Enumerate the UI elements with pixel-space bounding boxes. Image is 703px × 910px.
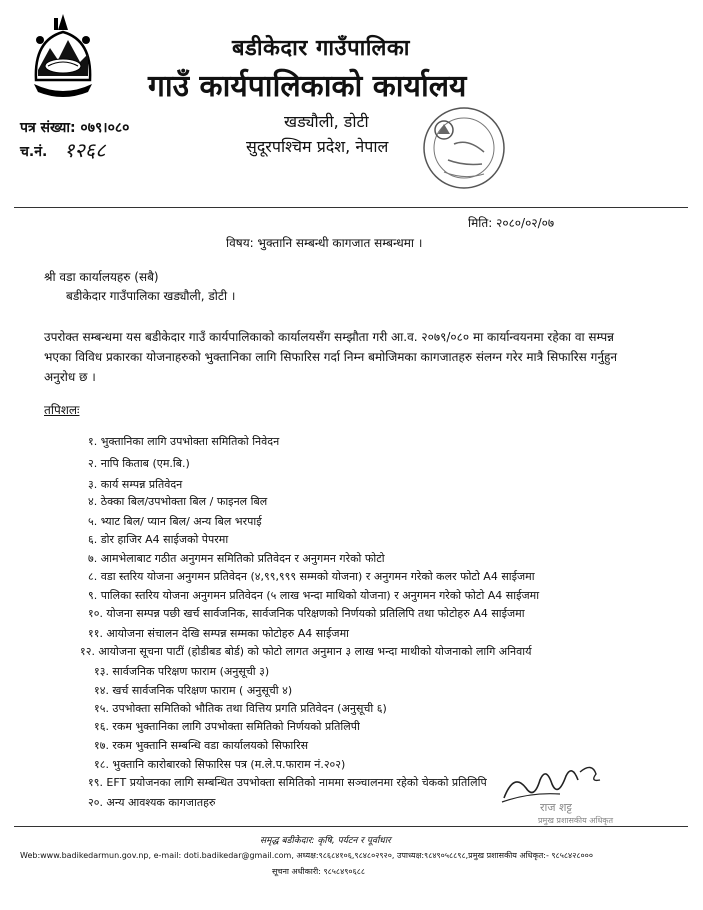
list-item: १२. आयोजना सूचना पाटीं (होडीबड बोर्ड) को फोटो लागत अनुमान ३ लाख भन्दा माथीको योजनाको लागि अनिवार्य	[80, 645, 532, 658]
letter-number: पत्र संख्या: ०७९।०८०	[20, 120, 130, 136]
list-item: १. भुक्तानिका लागि उपभोक्ता समितिको निवेदन	[88, 435, 280, 448]
list-item: २०. अन्य आवश्यक कागजातहरु	[88, 796, 216, 809]
list-item: ४. ठेक्का बिल/उपभोक्ता बिल / फाइनल बिल	[88, 495, 268, 508]
addressee-line-1: श्री वडा कार्यालयहरु (सबै)	[44, 270, 159, 284]
dispatch-number-label: च.नं.	[20, 144, 48, 160]
list-item: १०. योजना सम्पन्न पछी खर्च सार्वजनिक, सार्वजनिक परिक्षणको निर्णयको प्रतिलिपि तथा फोटोहरु A4 साईजमा	[88, 607, 525, 620]
list-item: ११. आयोजना संचालन देखि सम्पन्न सम्मका फोटोहरु A4 साईजमा	[88, 627, 350, 640]
list-item: १३. सार्वजनिक परिक्षण फाराम (अनुसूची ३)	[94, 665, 270, 678]
list-heading: तपिशलः	[44, 403, 80, 417]
footer-info-officer: सूचना अधीकारी: ९८५८४९०६८८	[272, 867, 366, 876]
list-item: ६. डोर हाजिर A4 साईजको पेपरमा	[88, 533, 229, 546]
nepal-emblem-icon	[24, 10, 102, 100]
list-item: १४. खर्च सार्वजनिक परिक्षण फाराम ( अनुसूची ४)	[94, 684, 293, 697]
dispatch-number-value: १२६८	[64, 138, 106, 162]
list-item: १९. EFT प्रयोजनका लागि सम्बन्धित उपभोक्ता समितिको नाममा सञ्चालनमा रहेको चेकको प्रतिलिपि	[88, 776, 487, 789]
body-paragraph: उपरोक्त सम्बन्धमा यस बडीकेदार गाउँ कार्यपालिकाको कार्यालयसँग सम्झौता गरी आ.व. २०७९/०८० मा कार्यान्वयनमा रहेका वा सम्पन्न भएका विविध प्रकारका योजनाहरुको भुक्तानिका लागि सिफारिस गर्दा निम्न बमोजिमका कागजातहरु संलग्न गरेर मात्रै सिफारिस गर्नुहुन अनुरोध छ ।	[44, 330, 618, 384]
footer-contact: Web:www.badikedarmun.gov.np, e-mail: doti.badikedar@gmail.com, अध्यक्ष:९८६८४१०६,९८४८०२९२०, उपाध्यक्ष:९८४९०५८८९८,प्रमुख प्रशासकीय अधिकृत:- ९८५८४२८०००	[20, 851, 593, 860]
signatory-name: राज शट्ट	[540, 801, 572, 814]
address-line-2: सुदूरपश्चिम प्रदेश, नेपाल	[246, 137, 389, 156]
list-item: ५. भ्याट बिल/ प्यान बिल/ अन्य बिल भरपाई	[88, 515, 262, 528]
footer-slogan: समृद्ध बडीकेदार: कृषि, पर्यटन र पूर्वाधार	[260, 836, 391, 846]
addressee-line-2: बडीकेदार गाउँपालिका खड्यौली, डोटी ।	[66, 289, 236, 303]
list-item: १५. उपभोक्ता समितिको भौतिक तथा वित्तिय प्रगति प्रतिवेदन (अनुसूची ६)	[94, 702, 387, 715]
list-item: २. नापि किताब (एम.बि.)	[88, 457, 190, 470]
signatory-title: प्रमुख प्रशासकीय अधिकृत	[538, 816, 614, 825]
list-item: १८. भुक्तानि कारोबारको सिफारिस पत्र (म.ले.प.फाराम नं.२०२)	[94, 758, 346, 771]
header-divider	[14, 207, 688, 208]
footer-divider	[14, 826, 688, 827]
office-title: गाउँ कार्यपालिकाको कार्यालय	[148, 69, 467, 104]
letter-subject: विषय: भुक्तानि सम्बन्धी कागजात सम्बन्धमा ।	[226, 236, 423, 250]
office-stamp-icon	[418, 104, 510, 192]
list-item: ८. वडा स्तरिय योजना अनुगमन प्रतिवेदन (४,९९,९९९ सम्मको योजना) र अनुगमन गरेको कलर फोटो A4 साईजमा	[88, 570, 535, 583]
list-item: १७. रकम भुक्तानि सम्बन्धि वडा कार्यालयको सिफारिस	[94, 739, 309, 752]
list-item: ७. आमभेलाबाट गठीत अनुगमन समितिको प्रतिवेदन र अनुगमन गरेको फोटो	[88, 552, 385, 565]
list-item: १६. रकम भुक्तानिका लागि उपभोक्ता समितिको निर्णयको प्रतिलिपी	[94, 720, 360, 733]
municipality-title: बडीकेदार गाउँपालिका	[232, 36, 411, 61]
letter-date: मिति: २०८०/०२/०७	[468, 216, 555, 230]
list-item: ९. पालिका स्तरिय योजना अनुगमन प्रतिवेदन (५ लाख भन्दा माथिको योजना) र अनुगमन गरेको फोटो A4 साईजमा	[88, 589, 540, 602]
list-item: ३. कार्य सम्पन्न प्रतिवेदन	[88, 478, 183, 491]
address-line-1: खड्यौली, डोटी	[284, 112, 369, 131]
